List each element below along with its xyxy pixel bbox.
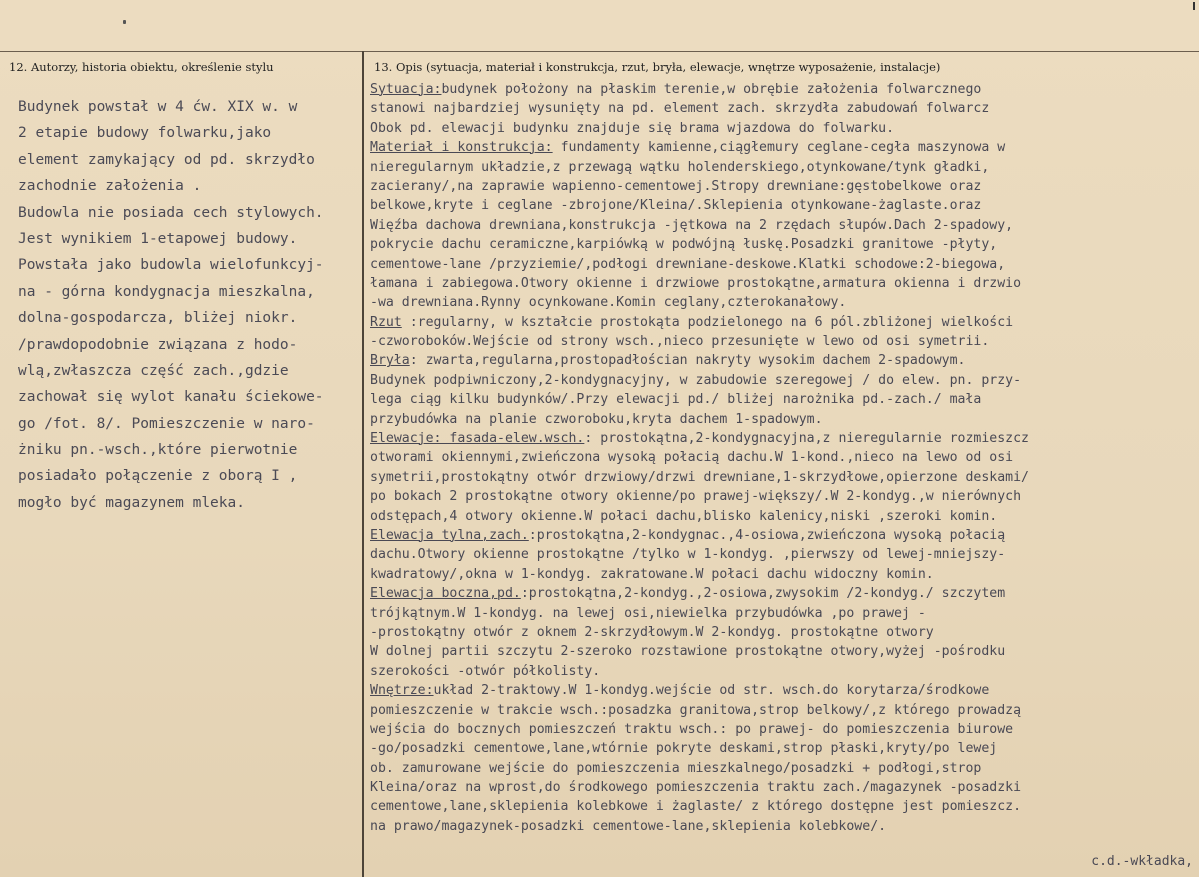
history-text-column xyxy=(18,94,360,516)
description-text: :regularny, w kształcie prostokąta podzielonego na 6 pól.zbliżonej wielkości xyxy=(401,314,1014,330)
top-rule xyxy=(0,51,1199,52)
description-line xyxy=(370,642,1199,661)
section-label: Materiał i konstrukcja: xyxy=(370,140,553,156)
history-line: dolna-gospodarcza, bliżej niokr. xyxy=(18,310,298,327)
description-text: cementowe,lane,sklepienia kolebkowe i żaglaste/ z którego dostępne jest pomieszcz. xyxy=(370,799,1022,815)
description-line xyxy=(370,99,1199,118)
section-label: Wnętrze: xyxy=(370,683,434,699)
history-line: posiadało połączenie z oborą I , xyxy=(18,468,298,485)
description-text: otworami okiennymi,zwieńczona wysoką połacią dachu.W 1-kond.,nieco na lewo od osi xyxy=(370,450,1014,466)
history-line: Jest wynikiem 1-etapowej budowy. xyxy=(18,230,298,247)
description-text: nieregularnym układzie,z przewagą wątku holenderskiego,otynkowane/tynk gładki, xyxy=(370,159,990,175)
description-text: :prostokątna,2-kondygnac.,4-osiowa,zwieńczona wysoką połacią xyxy=(528,527,1006,543)
description-text: przybudówka na planie czworoboku,kryta dachem 1-spadowym. xyxy=(370,411,823,427)
description-text: łamana i zabiegowa.Otwory okienne i drzwiowe prostokątne,armatura okienna i drzwio xyxy=(370,275,1022,291)
description-text: :prostokątna,2-kondyg.,2-osiowa,zwysokim /2-kondyg./ szczytem xyxy=(520,586,1006,602)
description-text: Obok pd. elewacji budynku znajduje się brama wjazdowa do folwarku. xyxy=(370,120,895,136)
description-text: pokrycie dachu ceramiczne,karpiówką w podwójną łuskę.Posadzki granitowe -płyty, xyxy=(370,237,998,253)
section-12-header: 12. Autorzy, historia obiektu, określenie stylu xyxy=(9,60,274,74)
corner-mark xyxy=(1193,2,1195,10)
section-label: Elewacja boczna,pd. xyxy=(370,586,521,602)
description-text: W dolnej partii szczytu 2-szeroko rozstawione prostokątne otwory,wyżej -pośrodku xyxy=(370,644,1006,660)
description-text-column xyxy=(370,80,1199,836)
description-text: Kleina/oraz na wprost,do środkowego pomieszczenia traktu zach./magazynek -posadzki xyxy=(370,780,1022,796)
description-text: budynek położony na płaskim terenie,w obrębie założenia folwarcznego xyxy=(441,82,982,97)
description-line xyxy=(370,119,1199,138)
description-line xyxy=(370,235,1199,254)
description-line xyxy=(370,565,1199,584)
history-line: 2 etapie budowy folwarku,jako xyxy=(18,125,272,142)
description-line xyxy=(370,274,1199,293)
description-line xyxy=(370,410,1199,429)
description-line xyxy=(370,778,1199,797)
description-line xyxy=(370,545,1199,564)
description-line xyxy=(370,216,1199,235)
description-text: -prostokątny otwór z oknem 2-skrzydłowym.W 2-kondyg. prostokątne otwory xyxy=(370,624,934,640)
description-line xyxy=(370,138,1199,157)
column-divider xyxy=(362,51,364,877)
description-text: : prostokątna,2-kondygnacyjna,z nieregularnie rozmieszcz xyxy=(584,431,1029,447)
description-line xyxy=(370,293,1199,312)
description-text: stanowi najbardziej wysunięty na pd. element zach. skrzydła zabudowań folwarcz xyxy=(370,101,990,117)
description-text: -czworoboków.Wejście od strony wsch.,nieco przesunięte w lewo od osi symetrii. xyxy=(370,334,990,350)
description-text: na prawo/magazynek-posadzki cementowe-lane,sklepienia kolebkowe/. xyxy=(370,818,887,834)
description-text: -wa drewniana.Rynny ocynkowane.Komin ceglany,czterokanałowy. xyxy=(370,295,847,311)
description-text: pomieszczenie w trakcie wsch.:posadzka granitowa,strop belkowy/,z którego prowadzą xyxy=(370,702,1022,718)
description-line xyxy=(370,158,1199,177)
description-line xyxy=(370,701,1199,720)
history-line: Budowla nie posiada cech stylowych. xyxy=(18,204,324,221)
description-line xyxy=(370,662,1199,681)
description-line xyxy=(370,487,1199,506)
description-text: ob. zamurowane wejście do pomieszczenia mieszkalnego/posadzki + podłogi,strop xyxy=(370,760,982,776)
description-text: trójkątnym.W 1-kondyg. na lewej osi,niewielka przybudówka ,po prawej - xyxy=(370,605,926,621)
description-line xyxy=(370,177,1199,196)
description-line xyxy=(370,313,1199,332)
description-line xyxy=(370,371,1199,390)
description-line xyxy=(370,80,1199,99)
description-text: szerokości -otwór półkolisty. xyxy=(370,663,601,679)
description-text: dachu.Otwory okienne prostokątne /tylko w 1-kondyg. ,pierwszy od lewej-mniejszy- xyxy=(370,547,1006,563)
history-line: mogło być magazynem mleka. xyxy=(18,494,245,511)
description-line xyxy=(370,332,1199,351)
description-text: kwadratowy/,okna w 1-kondyg. zakratowane.W połaci dachu widoczny komin. xyxy=(370,566,934,582)
history-line: żniku pn.-wsch.,które pierwotnie xyxy=(18,442,298,459)
continuation-note: c.d.-wkładka, xyxy=(1091,854,1193,869)
description-text: Budynek podpiwniczony,2-kondygnacyjny, w zabudowie szeregowej / do elew. pn. przy- xyxy=(370,372,1022,388)
section-label: Bryła xyxy=(370,353,410,369)
description-line xyxy=(370,507,1199,526)
history-line: zachował się wylot kanału ściekowe- xyxy=(18,389,324,406)
description-line xyxy=(370,351,1199,370)
description-line xyxy=(370,429,1199,448)
description-text: : zwarta,regularna,prostopadłościan nakryty wysokim dachem 2-spadowym. xyxy=(409,353,966,369)
description-text: zacierany/,na zaprawie wapienno-cementowej.Stropy drewniane:gęstobelkowe oraz xyxy=(370,178,982,194)
description-text: lega ciąg kilku budynków/.Przy elewacji pd./ bliżej narożnika pd.-zach./ mała xyxy=(370,392,982,408)
description-line xyxy=(370,584,1199,603)
history-line: Budynek powstał w 4 ćw. XIX w. w xyxy=(18,99,298,115)
description-line xyxy=(370,196,1199,215)
description-text: belkowe,kryte i ceglane -zbrojone/Kleina/.Sklepienia otynkowane-żaglaste.oraz xyxy=(370,198,982,214)
description-line xyxy=(370,390,1199,409)
description-line xyxy=(370,797,1199,816)
description-line xyxy=(370,720,1199,739)
description-line xyxy=(370,448,1199,467)
history-line: na - górna kondygnacja mieszkalna, xyxy=(18,283,315,300)
history-line: go /fot. 8/. Pomieszczenie w naro- xyxy=(18,415,315,432)
description-text: po bokach 2 prostokątne otwory okienne/po prawej-większy/.W 2-kondyg.,w nierównych xyxy=(370,489,1022,505)
section-label: Rzut xyxy=(370,314,402,330)
description-line xyxy=(370,817,1199,836)
section-13-header: 13. Opis (sytuacja, materiał i konstrukcja, rzut, bryła, elewacje, wnętrze wyposażenie, instalacje) xyxy=(374,60,941,74)
description-line xyxy=(370,623,1199,642)
description-line xyxy=(370,759,1199,778)
section-label: Sytuacja: xyxy=(370,82,442,97)
description-text: symetrii,prostokątny otwór drzwiowy/drzwi drewniane,1-skrzydłowe,opierzone deskami/ xyxy=(370,469,1029,485)
description-text: fundamenty kamienne,ciągłemury ceglane-cegła maszynowa w xyxy=(552,140,1006,156)
history-line: zachodnie założenia . xyxy=(18,178,202,195)
description-text: układ 2-traktowy.W 1-kondyg.wejście od str. wsch.do korytarza/środkowe xyxy=(433,683,990,699)
description-line xyxy=(370,526,1199,545)
history-line: Powstała jako budowla wielofunkcyj- xyxy=(18,257,324,274)
history-line: element zamykający od pd. skrzydło xyxy=(18,151,315,168)
description-text: odstępach,4 otwory okienne.W połaci dachu,blisko kalenicy,niski ,szeroki komin. xyxy=(370,508,998,524)
description-text: cementowe-lane /przyziemie/,podłogi drewniane-deskowe.Klatki schodowe:2-biegowa, xyxy=(370,256,1006,272)
description-text: wejścia do bocznych pomieszczeń traktu wsch.: po prawej- do pomieszczenia biurowe xyxy=(370,721,1014,737)
history-line: /prawdopodobnie związana z hodo- xyxy=(18,336,298,353)
section-label: Elewacja tylna,zach. xyxy=(370,527,529,543)
description-line xyxy=(370,681,1199,700)
section-label: Elewacje: fasada-elew.wsch. xyxy=(370,431,585,447)
description-line xyxy=(370,468,1199,487)
description-line xyxy=(370,604,1199,623)
description-text: -go/posadzki cementowe,lane,wtórnie pokryte deskami,strop płaski,kryty/po lewej xyxy=(370,741,998,757)
ink-dot xyxy=(123,20,126,24)
history-line: wlą,zwłaszcza część zach.,gdzie xyxy=(18,362,289,379)
description-line xyxy=(370,739,1199,758)
description-text: Więźba dachowa drewniana,konstrukcja -jętkowa na 2 rzędach słupów.Dach 2-spadowy, xyxy=(370,217,1014,233)
description-line xyxy=(370,255,1199,274)
